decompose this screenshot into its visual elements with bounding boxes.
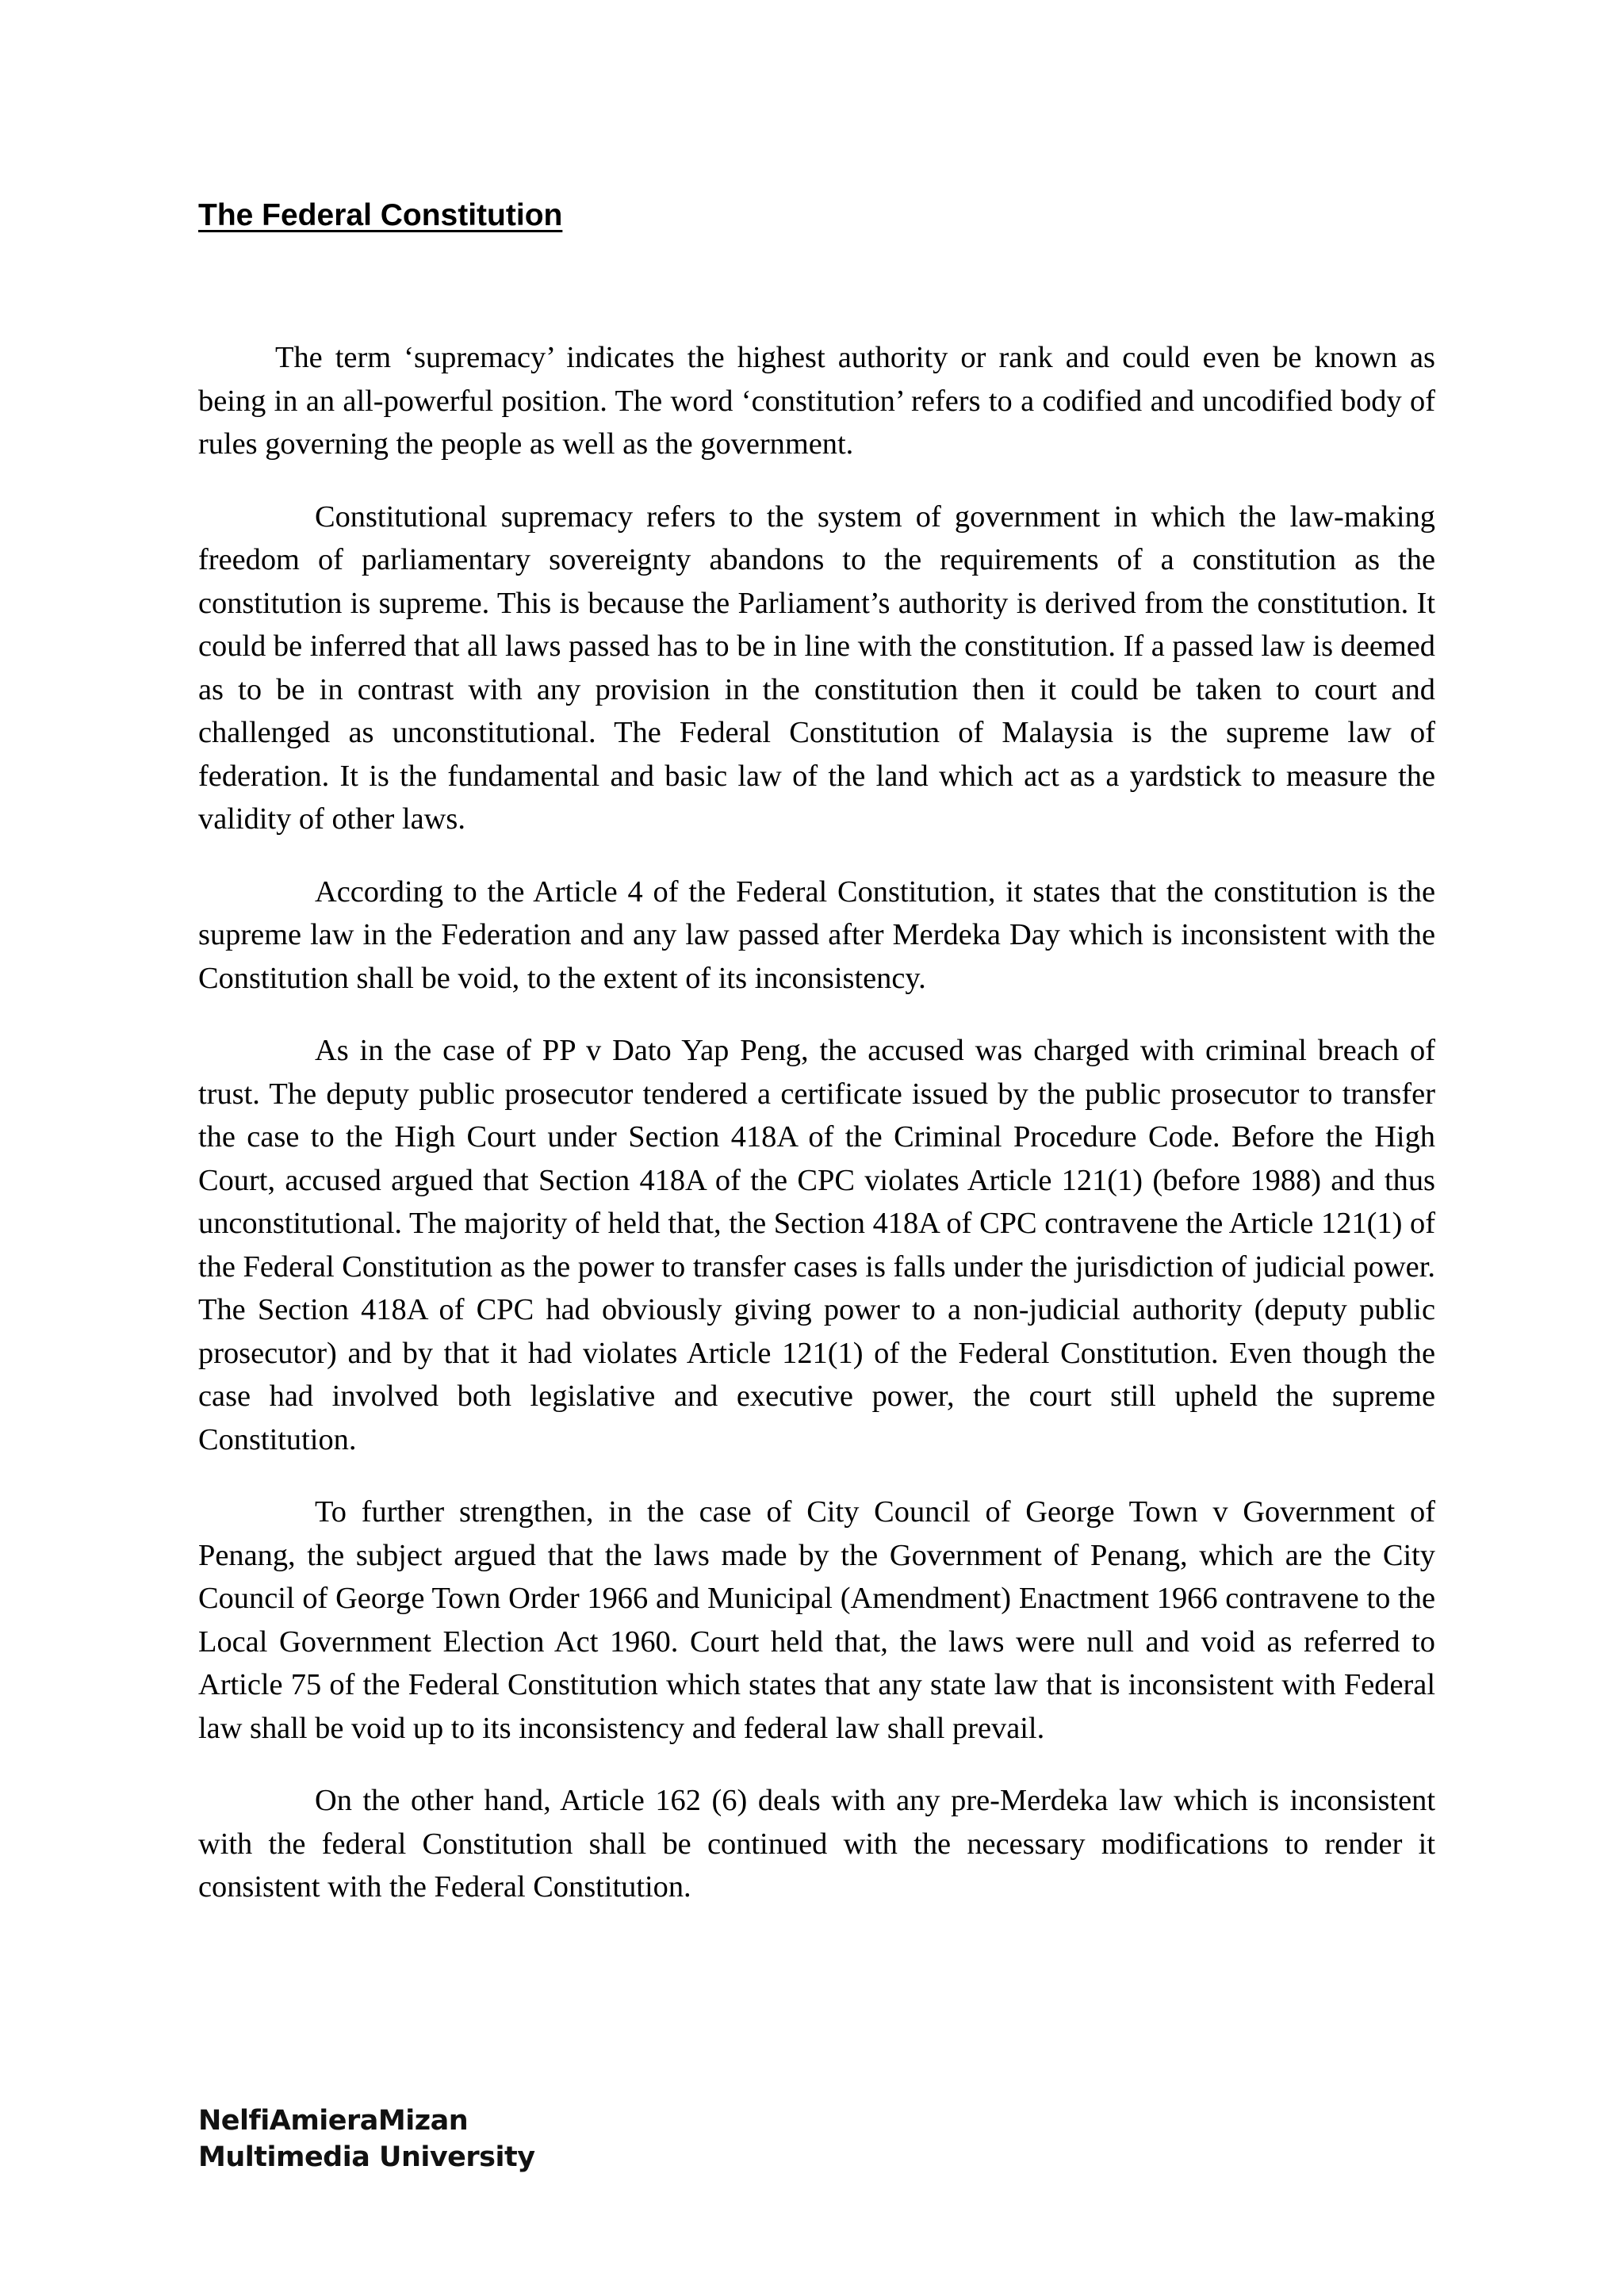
paragraph-2: Constitutional supremacy refers to the system of government in which the law-making freedom of parliamentary sovereignty abandons to the requirements of a constitution as the constitution is supreme. This is because the Parliament’s authority is derived from the constitution. It could be inferred that all laws passed has to be in line with the constitution. If a passed law is deemed as to be in contrast with any provision in the constitution then it could be taken to court and challenged as unconstitutional. The Federal Constitution of Malaysia is the supreme law of federation. It is the fundamental and basic law of the land which act as a yardstick to measure the validity of other laws. — [198, 499, 1435, 836]
footer-institution: Multimedia University — [198, 2141, 535, 2173]
paragraph-3: According to the Article 4 of the Federal Constitution, it states that the constitution is the supreme law in the Federation and any law passed after Merdeka Day which is inconsistent with the Constitution shall be void, to the extent of its inconsistency. — [198, 874, 1435, 995]
paragraph-6: On the other hand, Article 162 (6) deals with any pre-Merdeka law which is inconsistent with the federal Constitution shall be continued with the necessary modifications to render it consistent with the Federal Constitution. — [198, 1784, 1435, 1904]
paragraph-5: To further strengthen, in the case of City Council of George Town v Government of Penang, the subject argued that the laws made by the Government of Penang, which are the City Council of George Town Order 1966 and Municipal (Amendment) Enactment 1966 contravene to the Local Government Election Act 1960. Court held that, the laws were null and void as referred to Article 75 of the Federal Constitution which states that any state law that is inconsistent with Federal law shall be void up to its inconsistency and federal law shall prevail. — [198, 1495, 1435, 1745]
footer — [198, 2103, 535, 2175]
footer-author: NelfiAmieraMizan — [198, 2105, 469, 2137]
paragraph-4: As in the case of PP v Dato Yap Peng, the accused was charged with criminal breach of trust. The deputy public prosecutor tendered a certificate issued by the public prosecutor to transfer the case to the High Court under Section 418A of the Criminal Procedure Code. Before the High Court, accused argued that Section 418A of the CPC violates Article 121(1) (before 1988) and thus unconstitutional. The majority of held that, the Section 418A of CPC contravene the Article 121(1) of the Federal Constitution as the power to transfer cases is falls under the jurisdiction of judicial power. The Section 418A of CPC had obviously giving power to a non-judicial authority (deputy public prosecutor) and by that it had violates Article 121(1) of the Federal Constitution. Even though the case had involved both legislative and executive power, the court still upheld the supreme Constitution. — [198, 1034, 1435, 1456]
paragraph-1: The term ‘supremacy’ indicates the highest authority or rank and could even be known as being in an all-powerful position. The word ‘constitution’ refers to a codified and uncodified body of rules governing the people as well as the government. — [198, 341, 1435, 461]
document-body — [198, 336, 1435, 1938]
page-title: The Federal Constitution — [198, 198, 563, 232]
